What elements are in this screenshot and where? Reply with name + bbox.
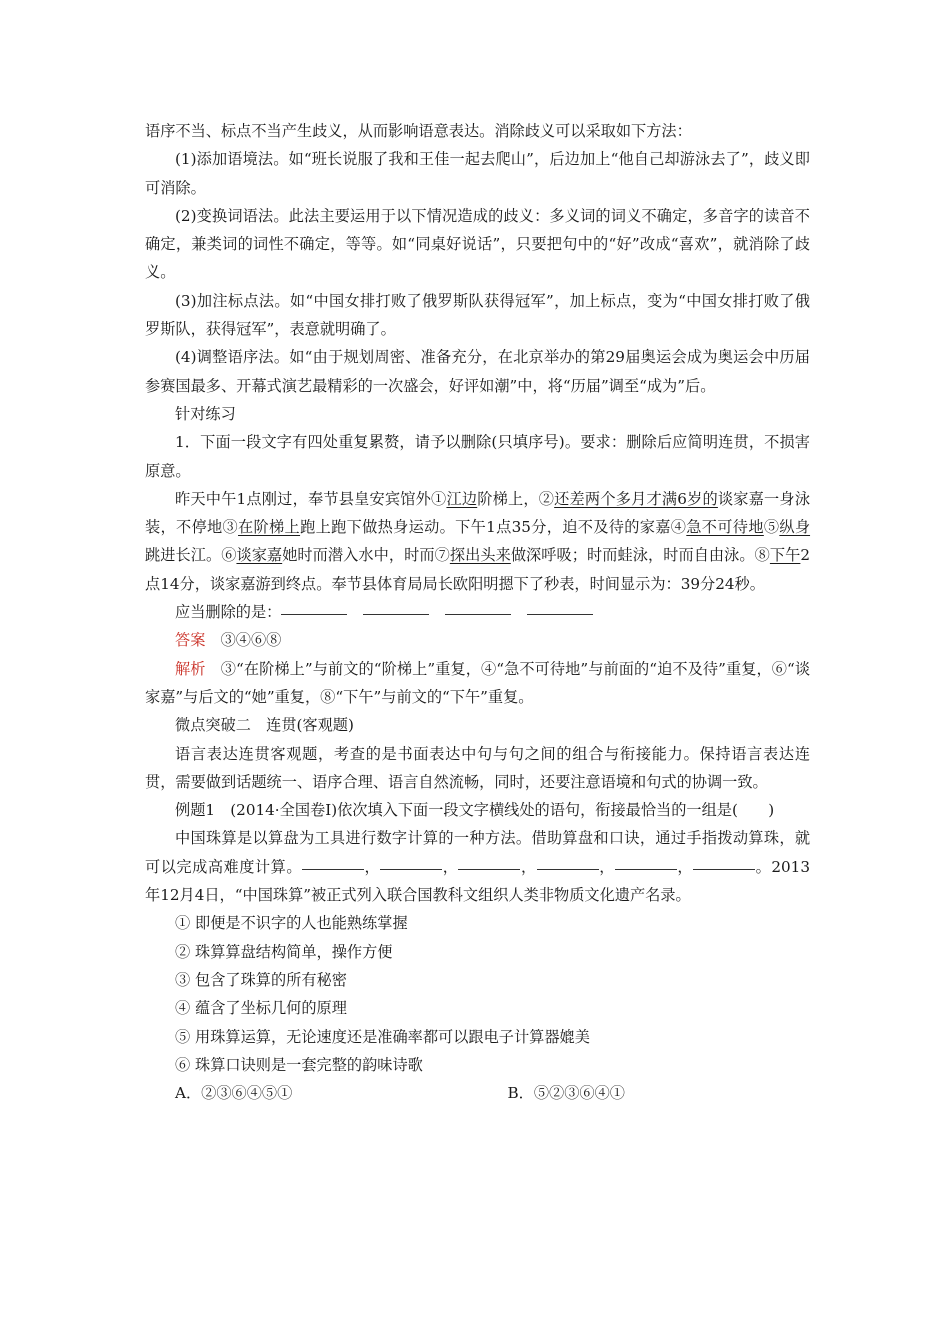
underlined-phrase-8: 下午: [769, 546, 801, 565]
list-item: ② 珠算算盘结构简单，操作方便: [175, 942, 393, 961]
list-item: ① 即便是不识字的人也能熟练掌握: [175, 914, 408, 933]
list-item: ⑤ 用珠算运算，无论速度还是准确率都可以跟电子计算器媲美: [175, 1027, 590, 1046]
method-4: (4)调整语序法。如“由于规划周密、准备充分，在北京举办的第29届奥运会成为奥运会中历届参赛国最多、开幕式演艺最精彩的一次盛会，好评如潮”中，将“历届”调至“成为”后。: [145, 348, 810, 395]
section-description: 语言表达连贯客观题，考查的是书面表达中句与句之间的组合与衔接能力。保持语言表达连贯，需要做到话题统一、语序合理、语言自然流畅，同时，还要注意语境和句式的协调一致。: [145, 744, 810, 791]
passage-text: 中国珠算是以算盘为工具进行数字计算的一种方法。借助算盘和口诀，通过手指拨动算珠，就可以完成高难度计算。: [145, 829, 810, 876]
document-page: [145, 117, 810, 1107]
passage-text: ⑤: [763, 518, 780, 537]
answer-value: ③④⑥⑧: [220, 631, 282, 650]
question-1: 1．下面一段文字有四处重复累赘，请予以删除(只填序号)。要求：删除后应简明连贯，不损害原意。: [145, 433, 810, 480]
should-delete-label: 应当删除的是：: [175, 603, 282, 622]
answer-blank[interactable]: [363, 613, 429, 615]
underlined-phrase-1: 江边: [446, 489, 478, 508]
underlined-phrase-4: 急不可待地: [686, 518, 764, 537]
fill-blank[interactable]: [693, 868, 755, 870]
analysis-line: [145, 655, 810, 712]
analysis-text: ③“在阶梯上”与前文的“阶梯上”重复，④“急不可待地”与前面的“迫不及待”重复，⑥“谈家嘉”与后文的“她”重复，⑧“下午”与前文的“下午”重复。: [145, 659, 811, 706]
option-b[interactable]: B．⑤②③⑥④①: [507, 1084, 625, 1103]
list-item: ④ 蕴含了坐标几何的原理: [175, 999, 347, 1018]
answer-blank[interactable]: [445, 613, 511, 615]
method-3: (3)加注标点法。如“中国女排打败了俄罗斯队获得冠军”，加上标点，变为“中国女排打败了俄罗斯队，获得冠军”，表意就明确了。: [145, 291, 810, 339]
passage-text: 。2013年12月4日，“中国珠算”被正式列入联合国教科文组织人类非物质文化遗产名录。: [145, 857, 810, 905]
answer-label: 答案: [175, 631, 206, 650]
analysis-label: 解析: [175, 659, 206, 678]
method-2: (2)变换词语法。此法主要运用于以下情况造成的歧义：多义词的词义不确定，多音字的读音不确定，兼类词的词性不确定，等等。如“同桌好说话”，只要把句中的“好”改成“喜欢”，就消除了歧义。: [145, 206, 810, 282]
underlined-phrase-2: 还差两个多月才满6岁的: [554, 489, 718, 508]
passage-text: 她时而潜入水中，时而⑦: [282, 546, 450, 565]
passage-text: 做深呼吸；时而蛙泳，时而自由泳。⑧: [510, 546, 770, 565]
example-passage: 中国珠算是以算盘为工具进行数字计算的一种方法。借助算盘和口诀，通过手指拨动算珠，就可以完成高难度计算。 ， ， ， ， ， 。2013年12月4日，“中国珠算”被正式列入联合国教科文组织人类非物质文化遗产名录。: [145, 829, 810, 905]
underlined-phrase-7: 探出头来: [449, 546, 511, 565]
practice-passage: [145, 485, 810, 598]
passage-text: 跑上跑下做热身运动。下午1点35分，迫不及待的家嘉④: [300, 518, 687, 537]
passage-text: 谈家嘉一身泳装，不停地③: [145, 489, 811, 537]
fill-blank[interactable]: [380, 868, 442, 870]
underlined-phrase-5: 纵身: [779, 518, 811, 537]
option-a[interactable]: A．②③⑥④⑤①: [175, 1084, 293, 1103]
passage-text: 昨天中午1点刚过，奉节县皇安宾馆外①: [175, 489, 447, 508]
fill-blank[interactable]: [537, 868, 599, 870]
answer-blank[interactable]: [281, 613, 347, 615]
list-item: ③ 包含了珠算的所有秘密: [175, 970, 347, 989]
answer-line: [145, 626, 810, 654]
passage-text: 跳进长江。⑥: [145, 546, 237, 565]
fill-blank[interactable]: [615, 868, 677, 870]
underlined-phrase-3: 在阶梯上: [238, 518, 301, 537]
intro-text: 语序不当、标点不当产生歧义，从而影响语意表达。消除歧义可以采取如下方法：: [145, 122, 692, 140]
fill-blank[interactable]: [458, 868, 520, 870]
underlined-phrase-6: 谈家嘉: [236, 546, 283, 565]
practice-heading: 针对练习: [175, 404, 236, 423]
list-item: ⑥ 珠算口诀则是一套完整的韵味诗歌: [175, 1055, 423, 1074]
example-question: 例题1 (2014·全国卷Ⅰ)依次填入下面一段文字横线处的语句，衔接最恰当的一组是( ): [175, 801, 775, 820]
passage-text: 阶梯上，②: [477, 489, 555, 508]
section-heading: 微点突破二 连贯(客观题): [175, 716, 354, 735]
answer-blank[interactable]: [527, 613, 593, 615]
fill-blank[interactable]: [302, 868, 364, 870]
method-1: (1)添加语境法。如“班长说服了我和王佳一起去爬山”，后边加上“他自己却游泳去了”，歧义即可消除。: [145, 150, 810, 197]
answer-options: [145, 1079, 810, 1107]
answer-blanks-line: [145, 598, 810, 626]
passage-text: 2点14分，谈家嘉游到终点。奉节县体育局局长欧阳明摁下了秒表，时间显示为：39分24秒。: [145, 546, 811, 593]
